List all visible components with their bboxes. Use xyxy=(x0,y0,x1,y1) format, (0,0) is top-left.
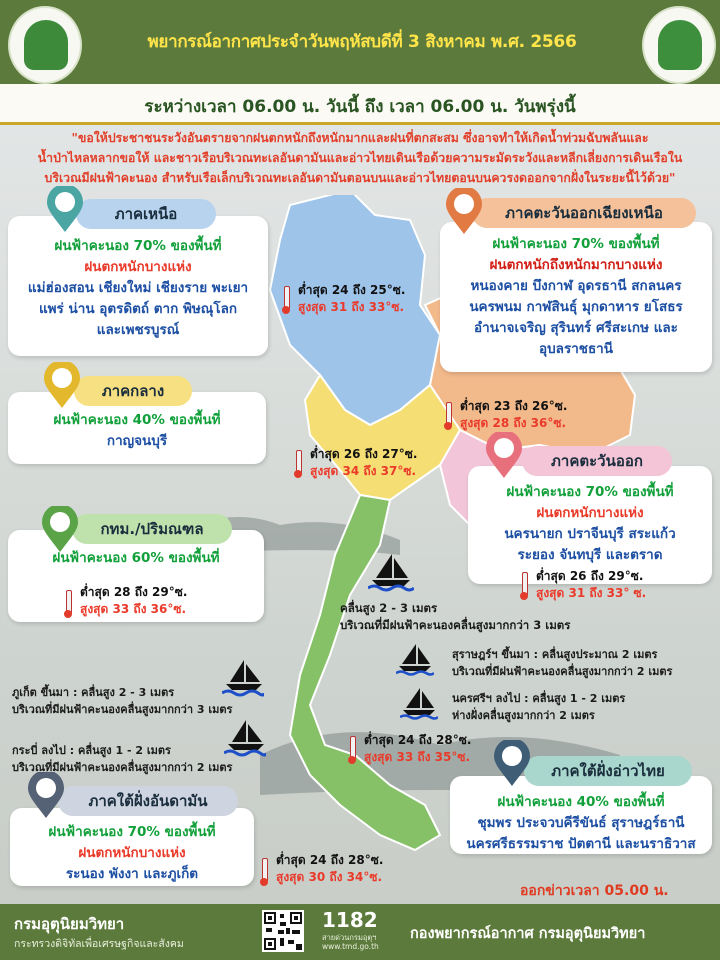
department-name: กรมอุตุนิยมวิทยา xyxy=(14,915,125,933)
northeast-heavy: ฝนตกหนักถึงหนักมากบางแห่ง xyxy=(489,257,663,273)
location-pin-icon xyxy=(45,186,85,234)
wave-surat xyxy=(452,646,672,680)
footer-bar xyxy=(0,904,720,960)
warning-line: น้ำป่าไหลหลากขอให้ และชาวเรือบริเวณทะเลอันดามันและอ่าวไทยเดินเรือด้วยความระมัดระวังและหลีกเลี่ยงการเดินเรือใน xyxy=(37,151,683,165)
east-temp-low: ต่ำสุด 26 ถึง 29°ซ. xyxy=(536,569,644,583)
central-temp xyxy=(310,446,417,480)
south-gulf-area-line: นครศรีธรรมราช ปัตตานี และนราธิวาส xyxy=(466,836,696,852)
northeast-area-line: อำนาจเจริญ สุรินทร์ ศรีสะเกษ และ xyxy=(474,320,678,336)
wave-line: คลื่นสูง 2 - 3 เมตร xyxy=(340,601,438,615)
east-area-line: นครนายก ปราจีนบุรี สระแก้ว xyxy=(504,526,676,542)
bangkok-temp-low: ต่ำสุด 28 ถึง 29°ซ. xyxy=(80,585,188,599)
sailboat-icon xyxy=(396,642,434,676)
location-pin-icon xyxy=(484,432,524,480)
central-temp-high: สูงสุด 34 ถึง 37°ซ. xyxy=(310,464,417,478)
northeast-area-line: นครพนม กาฬสินธุ์ มุกดาหาร ยโสธร xyxy=(469,299,683,315)
east-rain: ฝนฟ้าคะนอง 70% ของพื้นที่ xyxy=(506,484,674,500)
qr-code-icon[interactable] xyxy=(262,910,304,952)
time-range-bar xyxy=(0,84,720,125)
thermometer-icon xyxy=(520,572,528,600)
division-name: กองพยากรณ์อากาศ กรมอุตุนิยมวิทยา xyxy=(410,926,646,942)
south-gulf-area-line: ชุมพร ประจวบคีรีขันธ์ สุราษฎร์ธานี xyxy=(477,815,685,831)
north-card xyxy=(8,216,268,356)
bangkok-temp xyxy=(80,584,187,618)
northeast-temp xyxy=(460,398,567,432)
northeast-rain: ฝนฟ้าคะนอง 70% ของพื้นที่ xyxy=(492,236,660,252)
central-rain: ฝนฟ้าคะนอง 40% ของพื้นที่ xyxy=(53,412,221,428)
central-temp-low: ต่ำสุด 26 ถึง 27°ซ. xyxy=(310,447,418,461)
central-area-line: กาญจนบุรี xyxy=(106,433,168,449)
north-area-line: แพร่ น่าน อุตรดิตถ์ ตาก พิษณุโลก xyxy=(38,301,238,317)
south-andaman-temp-low: ต่ำสุด 24 ถึง 28°ซ. xyxy=(276,853,384,867)
north-rain: ฝนฟ้าคะนอง 70% ของพื้นที่ xyxy=(54,238,222,254)
issue-time: ออกข่าวเวลา 05.00 น. xyxy=(520,883,669,899)
wave-line: บริเวณที่มีฝนฟ้าคะนองคลื่นสูงมากกว่า 2 เมตร xyxy=(452,665,673,678)
wave-line: บริเวณที่มีฝนฟ้าคะนองคลื่นสูงมากกว่า 2 เมตร xyxy=(12,761,233,774)
wave-nakhon xyxy=(452,690,625,724)
northeast-temp-high: สูงสุด 28 ถึง 36°ซ. xyxy=(460,416,567,430)
northeast-card xyxy=(440,222,712,372)
south-andaman-rain: ฝนฟ้าคะนอง 70% ของพื้นที่ xyxy=(48,824,216,840)
bangkok-tab: กทม./ปริมณฑล xyxy=(72,514,232,544)
sailboat-icon xyxy=(400,686,438,720)
hotline-caption xyxy=(322,933,379,951)
tmd-logo xyxy=(642,6,716,84)
north-tab: ภาคเหนือ xyxy=(76,199,216,229)
website-link[interactable]: www.tmd.go.th xyxy=(322,942,379,951)
north-temp xyxy=(298,282,405,316)
page-title: พยากรณ์อากาศประจำวันพฤหัสบดีที่ 3 สิงหาคม พ.ศ. 2566 xyxy=(147,32,577,52)
wave-line: ภูเก็ต ขึ้นมา : คลื่นสูง 2 - 3 เมตร xyxy=(12,686,175,699)
thermometer-icon xyxy=(444,402,452,430)
thermometer-icon xyxy=(260,858,268,886)
location-pin-icon xyxy=(26,772,66,820)
northeast-area-line: อุบลราชธานี xyxy=(539,341,613,357)
north-heavy: ฝนตกหนักบางแห่ง xyxy=(84,259,192,275)
location-pin-icon xyxy=(42,362,82,410)
north-temp-high: สูงสุด 31 ถึง 33°ซ. xyxy=(298,300,405,314)
wave-line: นครศรีฯ ลงไป : คลื่นสูง 1 - 2 เมตร xyxy=(452,692,626,705)
northeast-temp-low: ต่ำสุด 23 ถึง 26°ซ. xyxy=(460,399,568,413)
header-bar xyxy=(0,0,720,84)
wave-line: บริเวณที่มีฝนฟ้าคะนองคลื่นสูงมากกว่า 3 เมตร xyxy=(12,703,233,716)
east-tab: ภาคตะวันออก xyxy=(522,446,672,476)
northeast-area-line: หนองคาย บึงกาฬ อุดรธานี สกลนคร xyxy=(470,278,682,294)
location-pin-icon xyxy=(444,188,484,236)
wave-line: กระบี่ ลงไป : คลื่นสูง 1 - 2 เมตร xyxy=(12,744,171,757)
northeast-tab: ภาคตะวันออกเฉียงเหนือ xyxy=(472,198,696,228)
time-range: ระหว่างเวลา 06.00 น. วันนี้ ถึง เวลา 06.00 น. วันพรุ่งนี้ xyxy=(144,97,576,117)
south-gulf-temp-high: สูงสุด 33 ถึง 35°ซ. xyxy=(364,750,471,764)
south-gulf-temp xyxy=(364,732,471,766)
hotline-number: 1182 xyxy=(322,908,378,932)
location-pin-icon xyxy=(40,506,80,554)
wave-line: สุราษฎร์ฯ ขึ้นมา : คลื่นสูงประมาณ 2 เมตร xyxy=(452,648,658,661)
wave-line: บริเวณที่มีฝนฟ้าคะนองคลื่นสูงมากกว่า 3 เมตร xyxy=(340,618,571,632)
south-gulf-rain: ฝนฟ้าคะนอง 40% ของพื้นที่ xyxy=(497,794,665,810)
east-temp-high: สูงสุด 31 ถึง 33° ซ. xyxy=(536,586,647,600)
wave-line: ห่างฝั่งคลื่นสูงมากกว่า 2 เมตร xyxy=(452,709,595,722)
south-gulf-temp-low: ต่ำสุด 24 ถึง 28°ซ. xyxy=(364,733,472,747)
wave-krabi xyxy=(12,742,232,776)
north-area-line: แม่ฮ่องสอน เชียงใหม่ เชียงราย พะเยา xyxy=(27,280,249,296)
south-andaman-temp-high: สูงสุด 30 ถึง 34°ซ. xyxy=(276,870,383,884)
thermometer-icon xyxy=(64,590,72,618)
warning-text xyxy=(10,128,710,188)
warning-line: "ขอให้ประชาชนระวังอันตรายจากฝนตกหนักถึงหนักมากและฝนที่ตกสะสม ซึ่งอาจทำให้เกิดน้ำท่วมฉับพลันและ xyxy=(71,131,649,145)
south-andaman-heavy: ฝนตกหนักบางแห่ง xyxy=(78,845,186,861)
thermometer-icon xyxy=(348,736,356,764)
sailboat-icon xyxy=(368,552,414,592)
thermometer-icon xyxy=(294,450,302,478)
east-card xyxy=(468,466,712,584)
east-temp xyxy=(536,568,646,602)
warning-line: บริเวณมีฝนฟ้าคะนอง สำหรับเรือเล็กบริเวณทะเลอันดามันตอนบนและอ่าวไทยตอนบนควรงดออกจากฝั่งในระยะนี้ไว้ด้วย" xyxy=(44,171,676,185)
north-temp-low: ต่ำสุด 24 ถึง 25°ซ. xyxy=(298,283,406,297)
ministry-name: กระทรวงดิจิทัลเพื่อเศรษฐกิจและสังคม xyxy=(14,938,184,950)
east-area-line: ระยอง จันทบุรี และตราด xyxy=(517,547,663,563)
south-andaman-temp xyxy=(276,852,383,886)
thermometer-icon xyxy=(282,286,290,314)
hotline-caption-line: สายด่วนกรมอุตุฯ xyxy=(322,933,377,942)
north-area-line: และเพชรบูรณ์ xyxy=(96,322,180,338)
central-tab: ภาคกลาง xyxy=(74,376,192,406)
south-andaman-tab: ภาคใต้ฝั่งอันดามัน xyxy=(58,786,238,816)
location-pin-icon xyxy=(492,740,532,788)
south-gulf-tab: ภาคใต้ฝั่งอ่าวไทย xyxy=(524,756,692,786)
wave-upper-gulf xyxy=(340,600,570,634)
ministry-logo xyxy=(8,6,82,84)
bangkok-rain: ฝนฟ้าคะนอง 60% ของพื้นที่ xyxy=(52,550,220,566)
bangkok-temp-high: สูงสุด 33 ถึง 36°ซ. xyxy=(80,602,187,616)
south-gulf-card xyxy=(450,776,712,854)
east-heavy: ฝนตกหนักบางแห่ง xyxy=(536,505,644,521)
wave-phuket xyxy=(12,684,232,718)
south-andaman-area-line: ระนอง พังงา และภูเก็ต xyxy=(65,866,199,882)
